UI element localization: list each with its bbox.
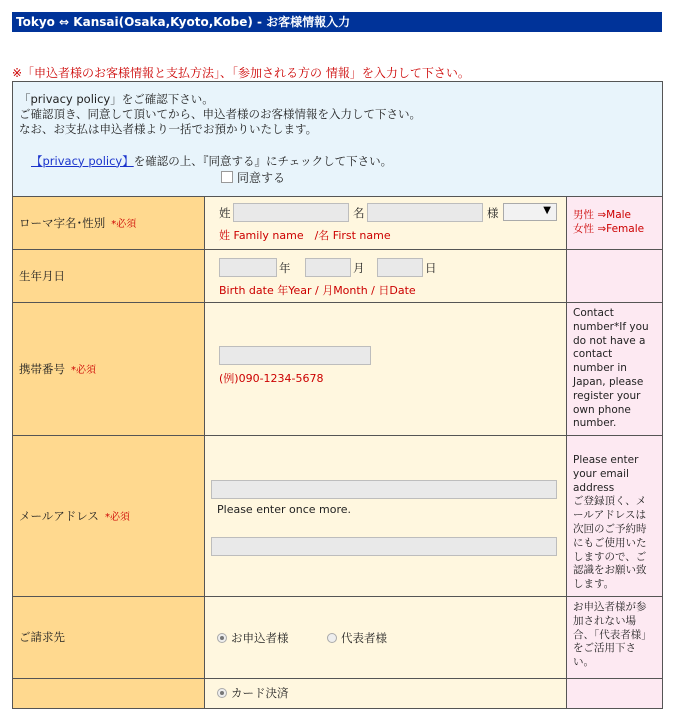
- gender-note-female: 女性 ⇒Female: [573, 223, 645, 235]
- mei-label: 名: [353, 206, 365, 220]
- gender-select[interactable]: [503, 203, 557, 221]
- agree-label: 同意する: [237, 170, 286, 185]
- required-mark: *必須: [111, 219, 137, 230]
- email-label: メールアドレス: [19, 509, 99, 524]
- birth-date-hint: Birth date 年Year / 月Month / 日Date: [219, 284, 416, 297]
- payment-option-card[interactable]: [217, 685, 289, 701]
- representative-label: 代表者様: [341, 630, 387, 645]
- family-name-input[interactable]: [233, 203, 349, 222]
- form-notice: ※「申込者様のお客様情報と支払方法」、「参加される方の 情報」を入力して下さい。: [12, 66, 470, 80]
- payment-note: [567, 678, 663, 708]
- phone-row: [13, 303, 663, 436]
- birth-date-field-cell: [205, 250, 567, 303]
- privacy-intro-row: [13, 82, 663, 197]
- phone-field-cell: [205, 303, 567, 436]
- name-gender-field-cell: [205, 197, 567, 250]
- phone-note: [567, 303, 663, 436]
- card-radio[interactable]: [217, 688, 227, 698]
- email-label-cell: [13, 436, 205, 597]
- email-row: [13, 436, 663, 597]
- payment-row: [13, 678, 663, 708]
- gender-note: [567, 197, 663, 250]
- day-label: 日: [425, 261, 437, 275]
- agree-option[interactable]: [19, 171, 656, 186]
- email-confirm-hint: Please enter once more.: [217, 503, 352, 517]
- intro-line-4: [19, 154, 656, 169]
- sei-label: 姓: [219, 206, 231, 220]
- name-gender-row: [13, 197, 663, 250]
- required-mark: *必須: [71, 365, 96, 377]
- phone-label: 携帯番号: [19, 362, 65, 377]
- birth-date-note: [567, 250, 663, 303]
- phone-input[interactable]: [219, 346, 371, 365]
- month-label: 月: [353, 261, 365, 275]
- phone-hint: (例)090-1234-5678: [219, 372, 324, 385]
- name-hint: 姓 Family name /名 First name: [219, 229, 391, 242]
- representative-radio[interactable]: [327, 633, 337, 643]
- birth-date-label: 生年月日: [19, 269, 65, 283]
- email-note: [567, 436, 663, 597]
- card-label: カード決済: [231, 685, 289, 700]
- birth-day-input[interactable]: [377, 258, 423, 277]
- first-name-input[interactable]: [367, 203, 483, 222]
- privacy-intro: [13, 82, 663, 197]
- birth-date-label-cell: [13, 250, 205, 303]
- billing-note: [567, 596, 663, 678]
- billing-field-cell: [205, 596, 567, 678]
- email-confirm-input[interactable]: [211, 537, 557, 556]
- billing-option-applicant[interactable]: [217, 630, 289, 646]
- name-gender-label: ローマ字名･性別: [19, 216, 106, 230]
- billing-row: [13, 596, 663, 678]
- chevron-down-icon: ▼: [543, 205, 551, 216]
- billing-label-cell: [13, 596, 205, 678]
- billing-option-representative[interactable]: [327, 630, 387, 646]
- email-input[interactable]: [211, 480, 557, 499]
- form-table: [12, 81, 663, 709]
- intro-line-3: なお、お支払は申込者様より一括でお預かりいたします。: [19, 121, 318, 136]
- billing-label: ご請求先: [19, 630, 65, 645]
- intro-line-4-text: を確認の上、『同意する』にチェックして下さい。: [133, 153, 393, 168]
- applicant-label: お申込者様: [231, 630, 289, 645]
- year-label: 年: [279, 261, 291, 275]
- email-note-text: Please enter your email address ご登録頂く、メールアドレスは次回のご予約時にもご使用いたしますので、ご認識をお願い致します。: [573, 453, 647, 591]
- birth-month-input[interactable]: [305, 258, 351, 277]
- phone-note-text: Contact number*If you do not have a contact number in Japan, please register your own phone number.: [573, 307, 649, 430]
- required-mark: *必須: [104, 512, 130, 524]
- gender-note-male: 男性 ⇒Male: [573, 209, 632, 222]
- phone-label-cell: [13, 303, 205, 436]
- intro-line-2: ご確認頂き、同意して頂いてから、申込者様のお客様情報を入力して下さい。: [19, 106, 422, 121]
- payment-field-cell: [205, 678, 567, 708]
- sama-label: 様: [487, 206, 499, 220]
- customer-info-form: [12, 81, 662, 709]
- name-gender-label-cell: [13, 197, 205, 250]
- email-field-cell: [205, 436, 567, 597]
- billing-note-text: お申込者様が参加されない場合、「代表者様」をご活用下さい。: [573, 600, 652, 669]
- birth-date-row: [13, 250, 663, 303]
- payment-label-cell: [13, 678, 205, 708]
- applicant-radio[interactable]: [217, 633, 227, 643]
- page-title: Tokyo ⇔ Kansai(Osaka,Kyoto,Kobe) - お客様情報入力: [12, 12, 662, 32]
- agree-checkbox[interactable]: [221, 171, 233, 183]
- privacy-policy-link[interactable]: 【privacy policy】: [31, 153, 134, 168]
- birth-year-input[interactable]: [219, 258, 277, 277]
- intro-line-1: 「privacy policy」をご確認下さい。: [19, 91, 214, 106]
